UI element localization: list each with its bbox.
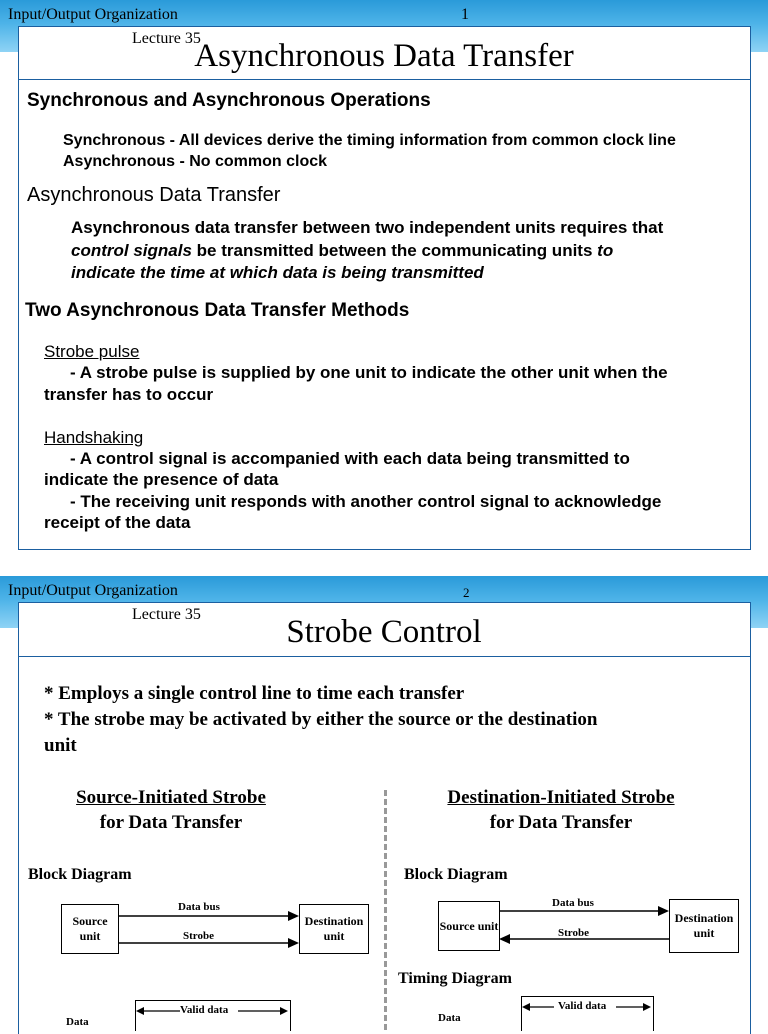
column-divider (384, 790, 387, 1030)
right-timing-diagram-label: Timing Diagram (398, 970, 512, 987)
destination-initiated-title: Destination-Initiated Strobe (447, 787, 675, 808)
async-para-mid: be transmitted between the communicating units (191, 241, 598, 260)
right-data-signal-label: Data (438, 1012, 461, 1024)
slide2-page-number: 2 (463, 585, 470, 600)
right-data-bus-label: Data bus (552, 897, 594, 909)
async-definition: Asynchronous - No common clock (63, 153, 328, 170)
sync-definition: Synchronous - All devices derive the timing information from common clock line (63, 132, 676, 149)
right-destination-unit-box: Destination unit (669, 899, 739, 953)
right-strobe-label: Strobe (558, 927, 589, 939)
handshake-line1-text: - A control signal is accompanied with each data being transmitted to (70, 449, 630, 468)
slide2-header-title: Input/Output Organization (8, 582, 178, 599)
slide2-lecture-label: Lecture 35 (132, 606, 201, 623)
left-destination-unit-box: Destination unit (299, 904, 369, 954)
right-block-arrows (499, 900, 670, 946)
bullet-strobe-activation-cont: unit (44, 735, 77, 756)
bullet-single-control-line: * Employs a single control line to time each transfer (44, 683, 465, 704)
right-valid-data-label: Valid data (558, 1000, 607, 1012)
handshake-line3 (44, 491, 661, 513)
section-heading-operations: Synchronous and Asynchronous Operations (27, 90, 431, 111)
slide1-header-title: Input/Output Organization (8, 6, 178, 23)
right-block-diagram-label: Block Diagram (404, 866, 508, 883)
source-initiated-title: Source-Initiated Strobe (76, 787, 266, 808)
async-para-line2 (71, 240, 613, 262)
slide2-title: Strobe Control (286, 614, 482, 650)
handshake-line4: receipt of the data (44, 513, 191, 532)
strobe-pulse-heading: Strobe pulse (44, 342, 140, 361)
left-strobe-label: Strobe (183, 930, 214, 942)
section-heading-methods: Two Asynchronous Data Transfer Methods (25, 300, 410, 321)
slide1-title: Asynchronous Data Transfer (194, 38, 574, 74)
async-para-to: to (597, 241, 614, 260)
left-data-bus-label: Data bus (178, 901, 220, 913)
control-signals-text: control signals (71, 241, 192, 260)
handshaking-heading: Handshaking (44, 428, 144, 447)
left-source-unit-box: Source unit (61, 904, 119, 954)
slide1-lecture-label: Lecture 35 (132, 30, 201, 47)
async-para-line1: Asynchronous data transfer between two independent units requires that (71, 218, 664, 237)
section-heading-async-transfer: Asynchronous Data Transfer (27, 184, 281, 206)
strobe-line1-text: - A strobe pulse is supplied by one unit to indicate the other unit when the (70, 363, 668, 382)
handshake-line3-text: - The receiving unit responds with another control signal to acknowledge (70, 492, 662, 511)
source-initiated-subtitle: for Data Transfer (99, 812, 243, 833)
left-valid-data-label: Valid data (180, 1004, 229, 1016)
strobe-line2: transfer has to occur (44, 385, 214, 404)
left-block-arrows (118, 905, 300, 951)
slide1-page-number: 1 (461, 6, 469, 23)
handshake-line2: indicate the presence of data (44, 470, 279, 489)
bullet-strobe-activation: * The strobe may be activated by either the source or the destination (44, 709, 598, 730)
right-source-unit-box: Source unit (438, 901, 500, 951)
strobe-line1 (44, 362, 668, 384)
left-data-signal-label: Data (66, 1016, 89, 1028)
handshake-line1 (44, 448, 630, 470)
left-block-diagram-label: Block Diagram (28, 866, 132, 883)
destination-initiated-subtitle: for Data Transfer (489, 812, 633, 833)
async-para-line3: indicate the time at which data is being transmitted (71, 263, 484, 282)
